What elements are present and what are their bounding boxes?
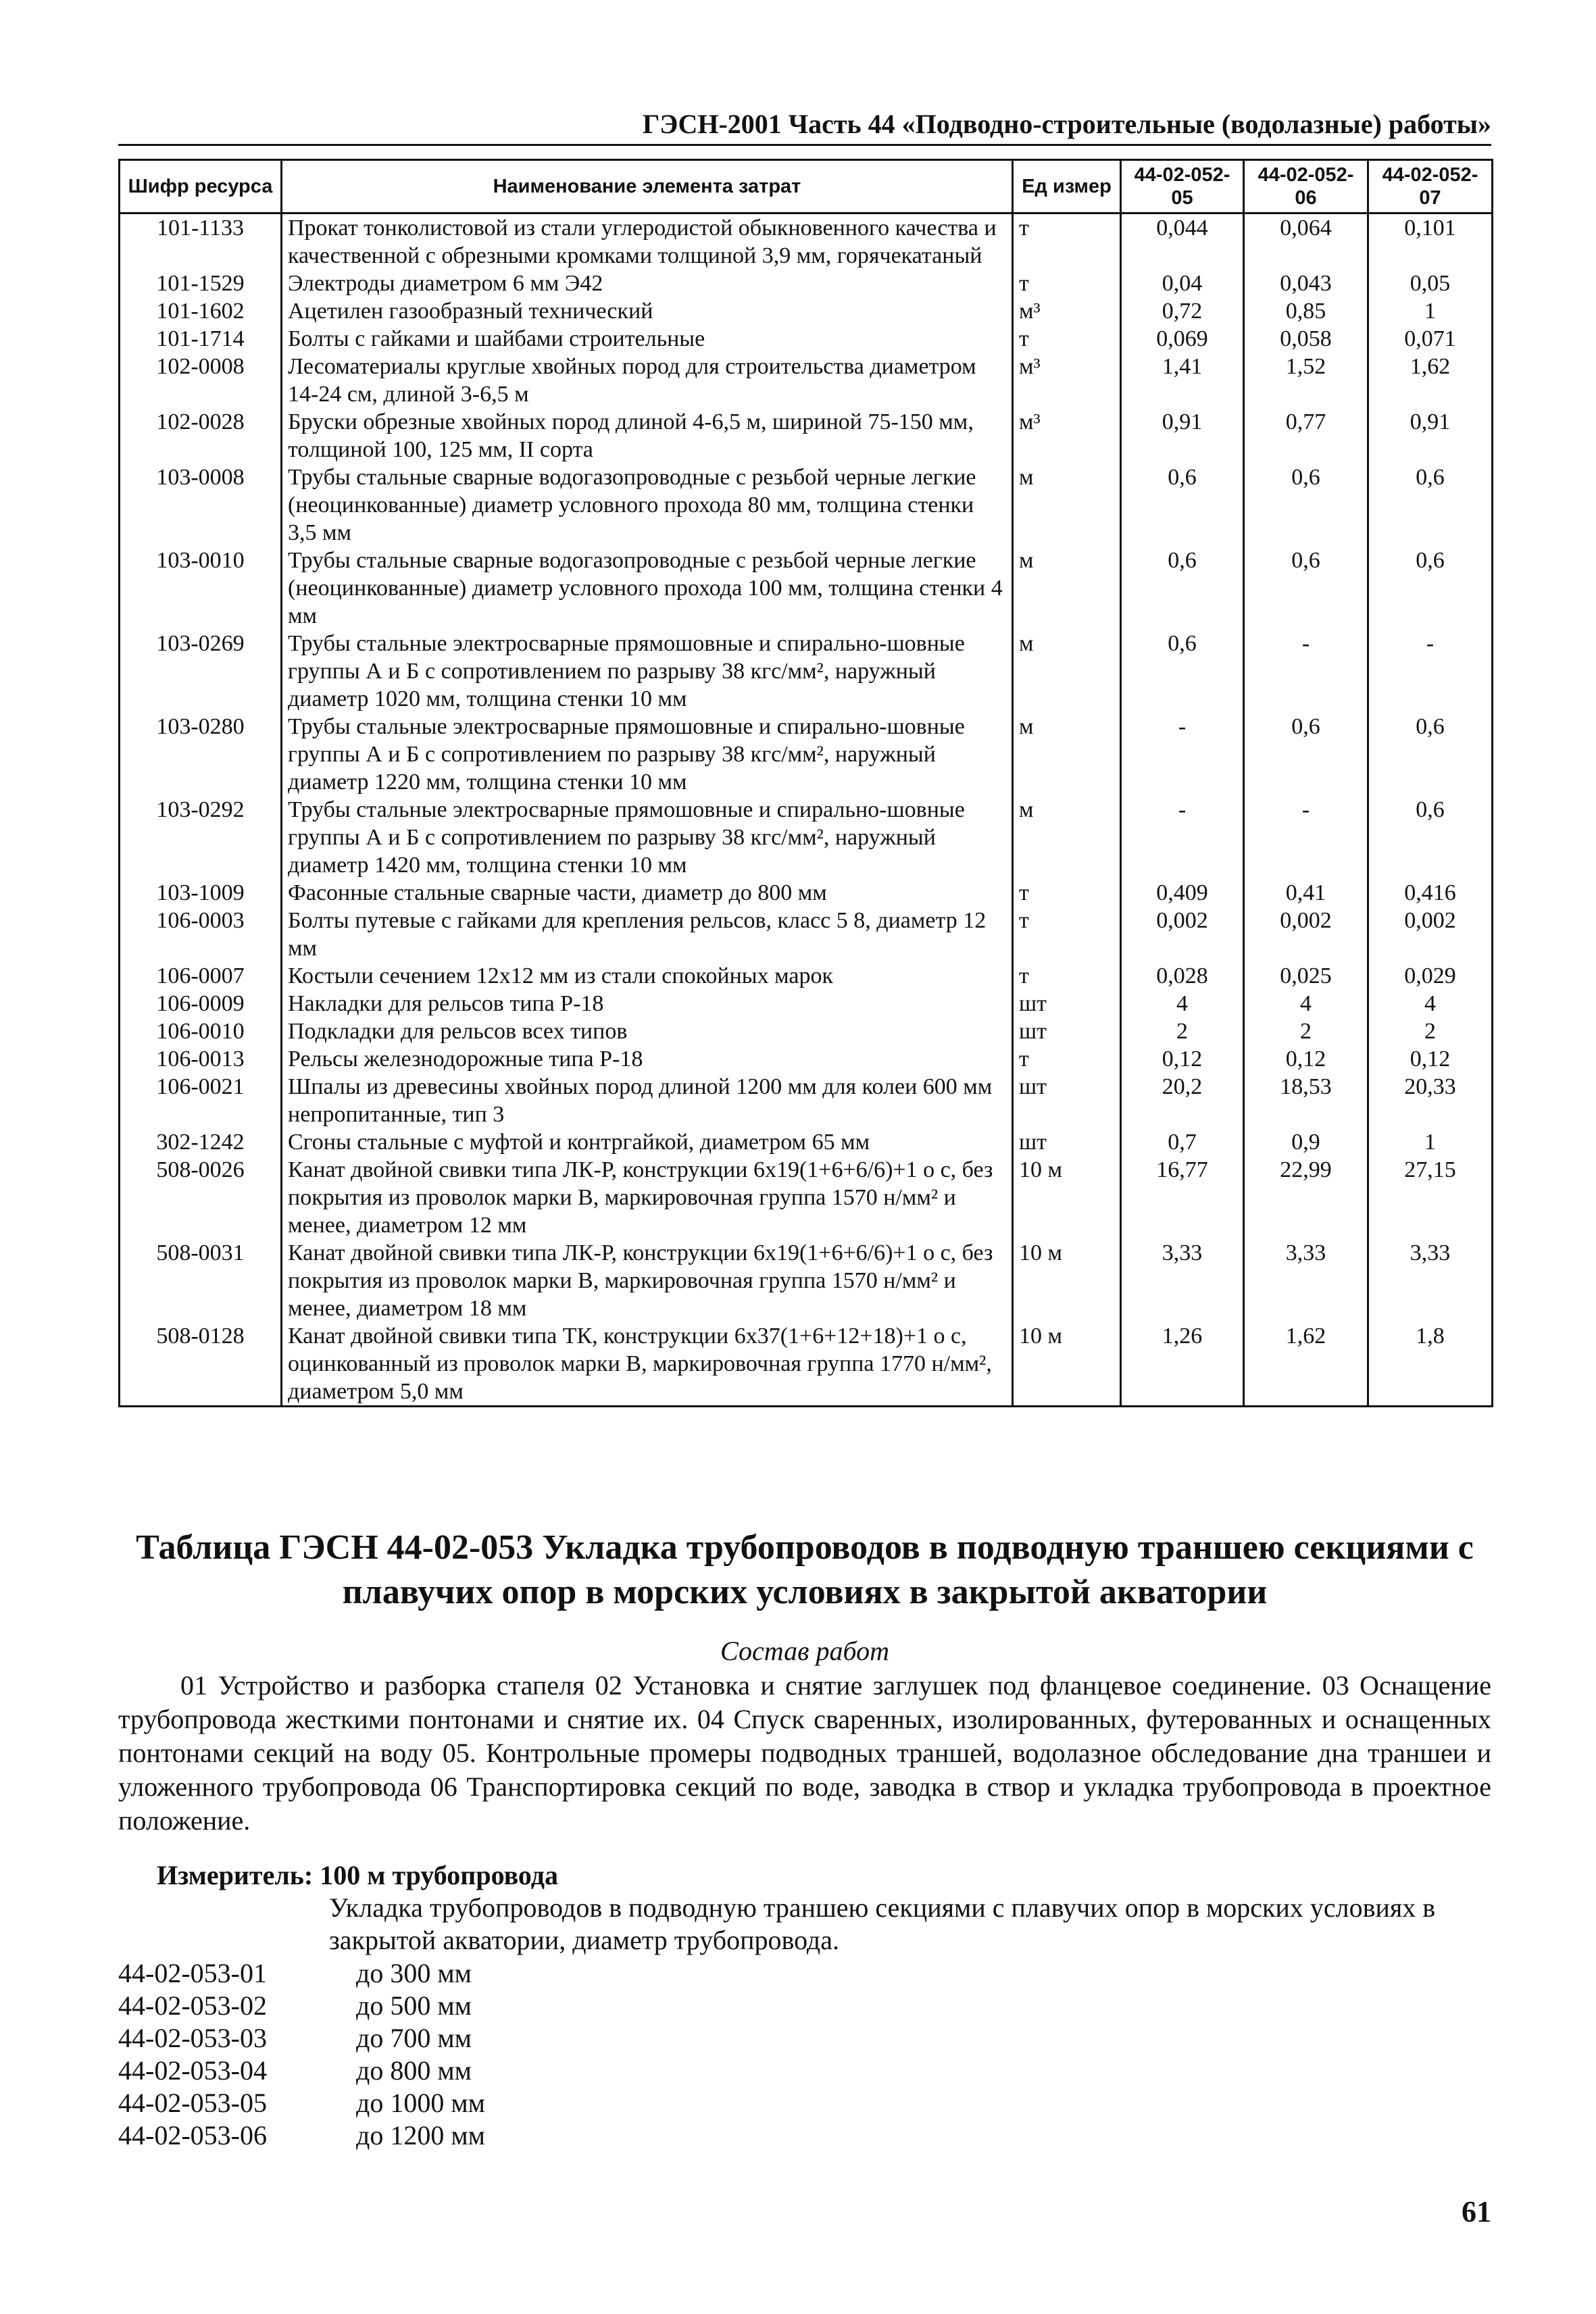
value-norm-3: 0,101 (1368, 213, 1493, 270)
resource-unit: м (1013, 547, 1121, 630)
value-norm-1: 0,7 (1121, 1128, 1244, 1156)
resource-unit: т (1013, 270, 1121, 297)
norm-diameter: до 1200 мм (356, 2120, 485, 2150)
table-row (120, 907, 1493, 962)
work-composition-text: 01 Устройство и разборка стапеля 02 Установка и снятие заглушек под фланцевое соединение. 03 Оснащение трубопровода жесткими понтонами и снятие их. 04 Спуск сваренных, изолированных, футерованных и оснащенных понтонами секций на воду 05. Контрольные промеры подводных траншей, водолазное обследование дна траншеи и уложенного трубопровода 06 Транспортировка секций по воде, заводка в створ и укладка трубопровода в проектное положение. (118, 1670, 1491, 1836)
value-norm-1: 0,409 (1121, 879, 1244, 907)
value-norm-3: 20,33 (1368, 1073, 1493, 1128)
table-row (120, 1073, 1493, 1128)
resource-code: 106-0003 (120, 907, 282, 962)
value-norm-2: 0,9 (1244, 1128, 1368, 1156)
value-norm-3: 0,002 (1368, 907, 1493, 962)
value-norm-1: 0,6 (1121, 463, 1244, 547)
value-norm-1: 0,6 (1121, 630, 1244, 713)
table-row (120, 1239, 1493, 1322)
resource-code: 508-0026 (120, 1156, 282, 1239)
value-norm-2: - (1244, 796, 1368, 879)
value-norm-1: 0,044 (1121, 213, 1244, 270)
table-row (120, 713, 1493, 796)
resource-code: 103-0292 (120, 796, 282, 879)
value-norm-2: 1,62 (1244, 1322, 1368, 1407)
resource-unit: шт (1013, 1017, 1121, 1045)
norm-diameter: до 700 мм (356, 2023, 472, 2053)
resource-code: 508-0031 (120, 1239, 282, 1322)
value-norm-2: 4 (1244, 990, 1368, 1017)
norm-item (118, 2087, 485, 2119)
resource-code: 101-1529 (120, 270, 282, 297)
resource-unit: 10 м (1013, 1239, 1121, 1322)
value-norm-3: 0,6 (1368, 463, 1493, 547)
resource-unit: м (1013, 463, 1121, 547)
norm-diameter: до 1000 мм (356, 2088, 485, 2118)
resource-name: Канат двойной свивки типа ТК, конструкции 6х37(1+6+12+18)+1 о с, оцинкованный из проволок марки В, маркировочная группа 1770 н/мм², диаметром 5,0 мм (282, 1322, 1013, 1407)
value-norm-2: 0,41 (1244, 879, 1368, 907)
table-row (120, 547, 1493, 630)
page-number: 61 (1462, 2195, 1491, 2228)
value-norm-2: 0,064 (1244, 213, 1368, 270)
norm-diameter: до 800 мм (356, 2055, 472, 2086)
resource-unit: т (1013, 962, 1121, 990)
table-row (120, 1322, 1493, 1407)
resource-unit: 10 м (1013, 1156, 1121, 1239)
resource-unit: шт (1013, 990, 1121, 1017)
value-norm-1: 0,04 (1121, 270, 1244, 297)
value-norm-2: - (1244, 630, 1368, 713)
value-norm-3: 0,6 (1368, 796, 1493, 879)
value-norm-3: 2 (1368, 1017, 1493, 1045)
resource-unit: м³ (1013, 408, 1121, 463)
resource-name: Бруски обрезные хвойных пород длиной 4-6,5 м, шириной 75-150 мм, толщиной 100, 125 мм, II сорта (282, 408, 1013, 463)
resource-unit: м (1013, 796, 1121, 879)
resource-unit: т (1013, 1045, 1121, 1073)
value-norm-3: 3,33 (1368, 1239, 1493, 1322)
value-norm-2: 0,058 (1244, 325, 1368, 353)
table-row (120, 1156, 1493, 1239)
resource-name: Сгоны стальные с муфтой и контргайкой, диаметром 65 мм (282, 1128, 1013, 1156)
value-norm-2: 1,52 (1244, 353, 1368, 408)
value-norm-3: 0,416 (1368, 879, 1493, 907)
resource-unit: м³ (1013, 297, 1121, 325)
value-norm-3: 1,62 (1368, 353, 1493, 408)
resource-name: Ацетилен газообразный технический (282, 297, 1013, 325)
work-composition-heading: Состав работ (720, 1636, 889, 1666)
resource-unit: шт (1013, 1073, 1121, 1128)
norm-item (118, 1957, 485, 1990)
resource-code: 103-1009 (120, 879, 282, 907)
value-norm-2: 22,99 (1244, 1156, 1368, 1239)
value-norm-3: 0,91 (1368, 408, 1493, 463)
table-row (120, 408, 1493, 463)
resource-code: 106-0021 (120, 1073, 282, 1128)
norm-code: 44-02-053-01 (118, 1958, 267, 1988)
resource-unit: м³ (1013, 353, 1121, 408)
resource-name: Прокат тонколистовой из стали углеродистой обыкновенного качества и качественной с обрезными кромками толщиной 3,9 мм, горячекатаный (282, 213, 1013, 270)
resource-code: 106-0010 (120, 1017, 282, 1045)
running-header: ГЭСН-2001 Часть 44 «Подводно-строительные (водолазные) работы» (118, 108, 1491, 146)
value-norm-3: 0,029 (1368, 962, 1493, 990)
table-row (120, 463, 1493, 547)
value-norm-1: 0,028 (1121, 962, 1244, 990)
value-norm-1: 3,33 (1121, 1239, 1244, 1322)
value-norm-1: 0,002 (1121, 907, 1244, 962)
value-norm-1: 0,91 (1121, 408, 1244, 463)
resource-code: 103-0008 (120, 463, 282, 547)
resources-table (118, 159, 1493, 1407)
value-norm-1: 0,12 (1121, 1045, 1244, 1073)
resource-name: Болты с гайками и шайбами строительные (282, 325, 1013, 353)
resource-unit: т (1013, 213, 1121, 270)
table-row (120, 1017, 1493, 1045)
resource-code: 101-1602 (120, 297, 282, 325)
value-norm-2: 2 (1244, 1017, 1368, 1045)
value-norm-1: 16,77 (1121, 1156, 1244, 1239)
norm-code: 44-02-053-02 (118, 1990, 267, 2021)
norm-diameter: до 300 мм (356, 1958, 472, 1988)
resource-name: Трубы стальные сварные водогазопроводные с резьбой черные легкие (неоцинкованные) диаметр условного прохода 100 мм, толщина стенки 4 мм (282, 547, 1013, 630)
resource-unit: м (1013, 713, 1121, 796)
norm-item (118, 2022, 485, 2055)
value-norm-1: 4 (1121, 990, 1244, 1017)
value-norm-2: 0,77 (1244, 408, 1368, 463)
value-norm-3: 1,8 (1368, 1322, 1493, 1407)
value-norm-2: 0,002 (1244, 907, 1368, 962)
value-norm-1: - (1121, 796, 1244, 879)
value-norm-3: 4 (1368, 990, 1493, 1017)
column-header-norm-2: 44-02-052-06 (1244, 160, 1368, 213)
resource-code: 102-0028 (120, 408, 282, 463)
resource-unit: шт (1013, 1128, 1121, 1156)
resource-name: Трубы стальные электросварные прямошовные и спирально-шовные группы А и Б с сопротивлением по разрыву 38 кгс/мм², наружный диаметр 1420 мм, толщина стенки 10 мм (282, 796, 1013, 879)
column-header-unit: Ед измер (1013, 160, 1121, 213)
column-header-norm-3: 44-02-052-07 (1368, 160, 1493, 213)
resource-unit: м (1013, 630, 1121, 713)
norm-item (118, 2055, 485, 2087)
resource-name: Канат двойной свивки типа ЛК-Р, конструкции 6х19(1+6+6/6)+1 о с, без покрытия из проволок марки В, маркировочная группа 1570 н/мм² и менее, диаметром 12 мм (282, 1156, 1013, 1239)
column-header-norm-1: 44-02-052-05 (1121, 160, 1244, 213)
norm-code: 44-02-053-04 (118, 2055, 267, 2086)
resource-name: Лесоматериалы круглые хвойных пород для строительства диаметром 14-24 см, длиной 3-6,5 м (282, 353, 1013, 408)
table-row (120, 213, 1493, 270)
resource-name: Трубы стальные сварные водогазопроводные с резьбой черные легкие (неоцинкованные) диаметр условного прохода 80 мм, толщина стенки 3,5 мм (282, 463, 1013, 547)
table-body (120, 213, 1493, 1407)
resource-name: Накладки для рельсов типа Р-18 (282, 990, 1013, 1017)
resource-code: 508-0128 (120, 1322, 282, 1407)
value-norm-3: 0,05 (1368, 270, 1493, 297)
norm-list (118, 1957, 485, 2152)
value-norm-2: 0,6 (1244, 547, 1368, 630)
table-header-row (120, 160, 1493, 213)
resource-code: 101-1714 (120, 325, 282, 353)
value-norm-3: 0,071 (1368, 325, 1493, 353)
resource-code: 103-0010 (120, 547, 282, 630)
value-norm-1: 0,72 (1121, 297, 1244, 325)
resource-name: Трубы стальные электросварные прямошовные и спирально-шовные группы А и Б с сопротивлением по разрыву 38 кгс/мм², наружный диаметр 1020 мм, толщина стенки 10 мм (282, 630, 1013, 713)
value-norm-1: 0,6 (1121, 547, 1244, 630)
table-row (120, 297, 1493, 325)
resource-code: 103-0280 (120, 713, 282, 796)
value-norm-2: 0,043 (1244, 270, 1368, 297)
table-row (120, 1128, 1493, 1156)
table-row (120, 325, 1493, 353)
value-norm-3: 0,6 (1368, 713, 1493, 796)
resource-code: 302-1242 (120, 1128, 282, 1156)
resource-name: Подкладки для рельсов всех типов (282, 1017, 1013, 1045)
value-norm-3: 1 (1368, 1128, 1493, 1156)
resource-name: Электроды диаметром 6 мм Э42 (282, 270, 1013, 297)
value-norm-2: 3,33 (1244, 1239, 1368, 1322)
norm-diameter: до 500 мм (356, 1990, 472, 2021)
value-norm-2: 0,6 (1244, 463, 1368, 547)
value-norm-3: 27,15 (1368, 1156, 1493, 1239)
value-norm-1: 1,41 (1121, 353, 1244, 408)
resource-unit: 10 м (1013, 1322, 1121, 1407)
value-norm-1: 0,069 (1121, 325, 1244, 353)
norm-code: 44-02-053-06 (118, 2120, 267, 2150)
resource-name: Трубы стальные электросварные прямошовные и спирально-шовные группы А и Б с сопротивлением по разрыву 38 кгс/мм², наружный диаметр 1220 мм, толщина стенки 10 мм (282, 713, 1013, 796)
resource-name: Фасонные стальные сварные части, диаметр до 800 мм (282, 879, 1013, 907)
resource-name: Канат двойной свивки типа ЛК-Р, конструкции 6х19(1+6+6/6)+1 о с, без покрытия из проволок марки В, маркировочная группа 1570 н/мм² и менее, диаметром 18 мм (282, 1239, 1013, 1322)
section-title: Таблица ГЭСН 44-02-053 Укладка трубопроводов в подводную траншею секциями с плавучих опор в морских условиях в закрытой акватории (136, 1528, 1474, 1611)
table-row (120, 353, 1493, 408)
resource-code: 102-0008 (120, 353, 282, 408)
resource-name: Шпалы из древесины хвойных пород длиной 1200 мм для колеи 600 мм непропитанные, тип 3 (282, 1073, 1013, 1128)
table-row (120, 270, 1493, 297)
value-norm-2: 18,53 (1244, 1073, 1368, 1128)
value-norm-3: 0,6 (1368, 547, 1493, 630)
column-header-name: Наименование элемента затрат (282, 160, 1013, 213)
table-row (120, 879, 1493, 907)
measure-description: Укладка трубопроводов в подводную траншею секциями с плавучих опор в морских условиях в закрытой акватории, диаметр трубопровода. (329, 1892, 1436, 1955)
resource-name: Рельсы железнодорожные типа Р-18 (282, 1045, 1013, 1073)
table-row (120, 1045, 1493, 1073)
resource-unit: т (1013, 879, 1121, 907)
table-row (120, 990, 1493, 1017)
value-norm-1: - (1121, 713, 1244, 796)
resource-code: 106-0009 (120, 990, 282, 1017)
value-norm-1: 20,2 (1121, 1073, 1244, 1128)
value-norm-3: 0,12 (1368, 1045, 1493, 1073)
resource-code: 106-0013 (120, 1045, 282, 1073)
norm-item (118, 2119, 485, 2152)
column-header-code: Шифр ресурса (120, 160, 282, 213)
resource-name: Костыли сечением 12х12 мм из стали спокойных марок (282, 962, 1013, 990)
resource-unit: т (1013, 325, 1121, 353)
value-norm-2: 0,6 (1244, 713, 1368, 796)
table-row (120, 962, 1493, 990)
norm-item (118, 1990, 485, 2022)
value-norm-2: 0,85 (1244, 297, 1368, 325)
table-row (120, 796, 1493, 879)
resource-code: 103-0269 (120, 630, 282, 713)
norm-code: 44-02-053-03 (118, 2023, 267, 2053)
norm-code: 44-02-053-05 (118, 2088, 267, 2118)
value-norm-1: 2 (1121, 1017, 1244, 1045)
resource-code: 101-1133 (120, 213, 282, 270)
measure-label: Измеритель: 100 м трубопровода (157, 1860, 558, 1890)
value-norm-2: 0,025 (1244, 962, 1368, 990)
resource-code: 106-0007 (120, 962, 282, 990)
resource-name: Болты путевые с гайками для крепления рельсов, класс 5 8, диаметр 12 мм (282, 907, 1013, 962)
value-norm-2: 0,12 (1244, 1045, 1368, 1073)
table-row (120, 630, 1493, 713)
value-norm-3: - (1368, 630, 1493, 713)
resource-unit: т (1013, 907, 1121, 962)
value-norm-3: 1 (1368, 297, 1493, 325)
value-norm-1: 1,26 (1121, 1322, 1244, 1407)
